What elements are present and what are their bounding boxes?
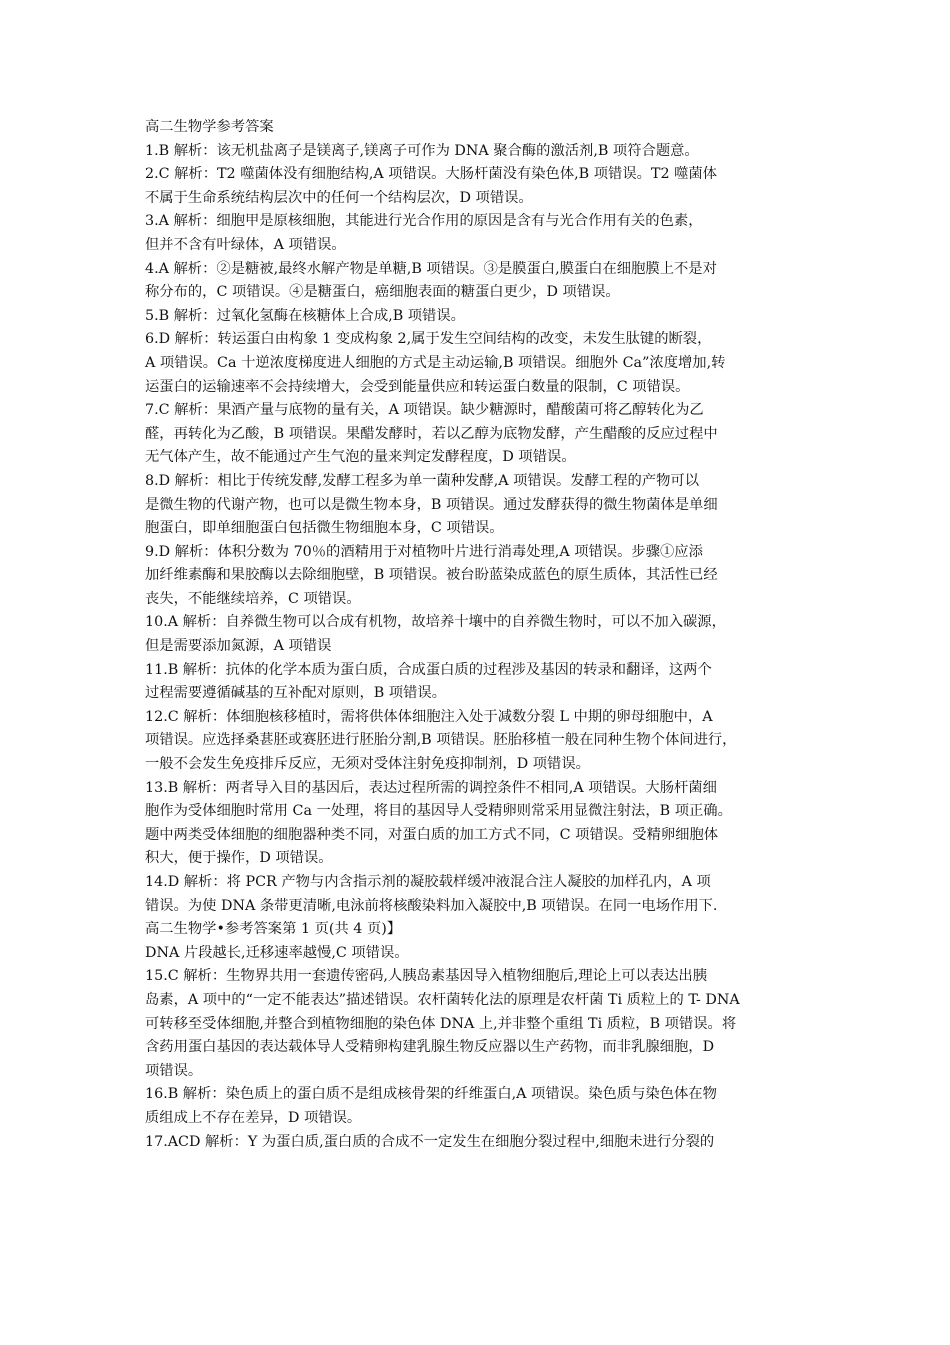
text-line: 题中两类受体细胞的细胞器种类不同，对蛋白质的加工方式不同，C 项错误。受精卵细胞体 bbox=[145, 826, 719, 843]
text-line: 含药用蛋白基因的表达载体导人受精卵构建乳腺生物反应器以生产药物，而非乳腺细胞，D bbox=[145, 1039, 715, 1056]
text-line: 11.B 解析：抗体的化学本质为蛋白质，合成蛋白质的过程涉及基因的转录和翻译，这两个 bbox=[145, 661, 712, 678]
text-line: 5.B 解析：过氧化氢酶在核糖体上合成,B 项错误。 bbox=[145, 307, 465, 324]
text-line: 17.ACD 解析：Y 为蛋白质,蛋白质的合成不一定发生在细胞分裂过程中,细胞未进行分裂的 bbox=[145, 1133, 715, 1150]
text-line: 错误。为使 DNA 条带更清晰,电泳前将核酸染料加入凝胶中,B 项错误。在同一电场作用下. bbox=[145, 897, 718, 914]
text-line: 醛，再转化为乙酸，B 项错误。果醋发酵时，若以乙醇为底物发酵，产生醋酸的反应过程中 bbox=[145, 425, 718, 442]
text-line: 15.C 解析：生物界共用一套遗传密码,人胰岛素基因导入植物细胞后,理论上可以表达出胰 bbox=[145, 968, 707, 985]
text-line: 1.B 解析：该无机盐离子是镁离子,镁离子可作为 DNA 聚合酶的激活剂,B 项符合题意。 bbox=[145, 142, 699, 159]
text-line: 项错误。 bbox=[145, 1062, 203, 1079]
text-line: 可转移至受体细胞,并整合到植物细胞的染色体 DNA 上,并非整个重组 Ti 质粒，B 项错误。将 bbox=[145, 1015, 737, 1032]
text-line: 8.D 解析：相比于传统发酵,发酵工程多为单一菌种发酵,A 项错误。发酵工程的产物可以 bbox=[145, 472, 699, 489]
text-line: 7.C 解析：果酒产量与底物的量有关，A 项错误。缺少糖源时，醋酸菌可将乙醇转化为乙 bbox=[145, 402, 704, 419]
text-line: 过程需要遵循碱基的互补配对原则，B 项错误。 bbox=[145, 685, 446, 702]
text-line: 但并不含有叶绿体，A 项错误。 bbox=[145, 236, 346, 253]
text-line: 项错误。应选择桑葚胚或赛胚进行胚胎分割,B 项错误。胚胎移植一般在同种生物个体间进行， bbox=[145, 732, 737, 749]
text-line: 但是需要添加氮源，A 项错误 bbox=[145, 638, 332, 655]
text-line: 一般不会发生免疫排斥反应，无须对受体注射免疫抑制剂，D 项错误。 bbox=[145, 756, 590, 773]
answer-document bbox=[145, 116, 835, 1154]
text-line: 6.D 解析：转运蛋白由构象 1 变成构象 2,属于发生空间结构的改变，未发生肽键的断裂， bbox=[145, 331, 712, 348]
text-line: 不属于生命系统结构层次中的任何一个结构层次，D 项错误。 bbox=[145, 189, 533, 206]
text-line: 岛素，A 项中的“一定不能表达”描述错误。农杆菌转化法的原理是农杆菌 Ti 质粒上的 T- DNA bbox=[145, 991, 740, 1008]
text-line: 胞蛋白，即单细胞蛋白包括微生物细胞本身，C 项错误。 bbox=[145, 520, 504, 537]
text-line: DNA 片段越长,迁移速率越慢,C 项错误。 bbox=[145, 944, 409, 961]
text-line: 是微生物的代谢产物，也可以是微生物本身，B 项错误。通过发酵获得的微生物菌体是单细 bbox=[145, 496, 718, 513]
text-line: 质组成上不存在差异，D 项错误。 bbox=[145, 1109, 362, 1126]
document-title: 高二生物学参考答案 bbox=[145, 119, 274, 135]
text-line: 无气体产生，故不能通过产生气泡的量来判定发酵程度，D 项错误。 bbox=[145, 449, 576, 466]
text-line: 胞作为受体细胞时常用 Ca 一处理，将目的基因导人受精卵则常采用显微注射法，B 项正确。 bbox=[145, 803, 732, 820]
text-line: 称分布的，C 项错误。④是糖蛋白，癌细胞表面的糖蛋白更少，D 项错误。 bbox=[145, 284, 620, 301]
text-line: 10.A 解析：自养微生物可以合成有机物，故培养十壤中的自养微生物时，可以不加入碳源， bbox=[145, 614, 726, 631]
text-line: 9.D 解析：体积分数为 70％的酒精用于对植物叶片进行消毒处理,A 项错误。步骤①应添 bbox=[145, 543, 703, 560]
text-line: 16.B 解析：染色质上的蛋白质不是组成核骨架的纤维蛋白,A 项错误。染色质与染色体在物 bbox=[145, 1086, 717, 1103]
text-line: 4.A 解析：②是糖被,最终水解产物是单糖,B 项错误。③是膜蛋白,膜蛋白在细胞膜上不是对 bbox=[145, 260, 717, 277]
text-line: 运蛋白的运输速率不会持续增大，会受到能量供应和转运蛋白数量的限制，C 项错误。 bbox=[145, 378, 690, 395]
text-line: 13.B 解析：两者导入目的基因后，表达过程所需的调控条件不相同,A 项错误。大肠杆菌细 bbox=[145, 779, 717, 796]
text-line: 高二生物学•参考答案第 1 页(共 4 页)】 bbox=[145, 921, 402, 938]
text-line: 加纤维素酶和果胶酶以去除细胞壁，B 项错误。被台盼蓝染成蓝色的原生质体，其活性已经 bbox=[145, 567, 718, 584]
text-line: 2.C 解析：T2 噬菌体没有细胞结构,A 项错误。大肠杆菌没有染色体,B 项错误。T2 噬菌体 bbox=[145, 166, 717, 183]
text-line: 14.D 解析：将 PCR 产物与内含指示剂的凝胶载样缓冲液混合注人凝胶的加样孔内，A 项 bbox=[145, 874, 711, 890]
text-line: 3.A 解析：细胞甲是原核细胞，其能进行光合作用的原因是含有与光合作用有关的色素， bbox=[145, 213, 703, 230]
text-line: 丧失，不能继续培养，C 项错误。 bbox=[145, 590, 361, 607]
text-line: 积大，便于操作，D 项错误。 bbox=[145, 850, 333, 867]
text-line: 12.C 解析：体细胞核移植时，需将供体体细胞注入处于减数分裂 L 中期的卵母细胞中，A bbox=[145, 708, 713, 725]
text-line: A 项错误。Ca 十逆浓度梯度进人细胞的方式是主动运输,B 项错误。细胞外 Ca”浓度增加,转 bbox=[145, 354, 726, 371]
